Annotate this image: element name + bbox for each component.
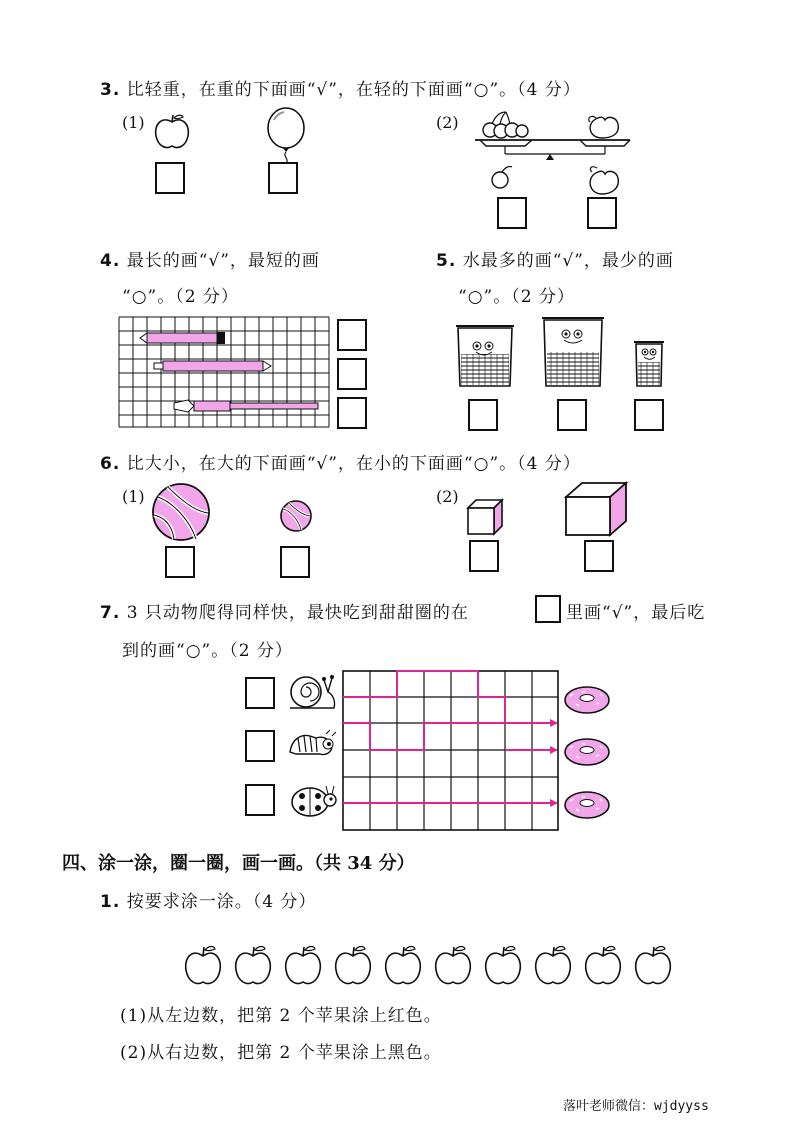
- brush-icon: [174, 400, 318, 412]
- q4-box-pencil[interactable]: [337, 319, 367, 351]
- footer-watermark: 落叶老师微信：wjdyyss: [563, 1099, 709, 1114]
- pen-icon: [154, 361, 271, 371]
- q6-box-cube-large[interactable]: [584, 540, 614, 572]
- apple-icon-9[interactable]: [583, 942, 623, 988]
- apple-icon-1[interactable]: [183, 942, 223, 988]
- section4-q1-title: 1. 按要求涂一涂。（4 分）: [100, 892, 317, 912]
- basketball-small-icon: [279, 499, 313, 533]
- cube-small-icon: [466, 498, 506, 536]
- section4-heading: 四、涂一涂，圈一圈，画一画。（共 34 分）: [62, 853, 415, 874]
- donut-icon-3: [562, 789, 612, 821]
- section4-instruction-2: (2)从右边数，把第 2 个苹果涂上黑色。: [120, 1043, 442, 1063]
- q3-answer-box-balloon[interactable]: [268, 162, 298, 194]
- peach-icon: [589, 116, 619, 138]
- apple-icon-2[interactable]: [233, 942, 273, 988]
- pencil-icon: [140, 332, 225, 344]
- apple-icon-8[interactable]: [533, 942, 573, 988]
- ladybug-icon: [288, 780, 338, 820]
- q4-grid: [118, 316, 330, 428]
- q3-title: 3. 比轻重，在重的下面画“√”，在轻的下面画“○”。（4 分）: [100, 80, 581, 100]
- caterpillar-icon: [286, 728, 340, 762]
- q3-sub1-label: (1): [122, 113, 145, 132]
- section4-instruction-1: (1)从左边数，把第 2 个苹果涂上红色。: [120, 1006, 442, 1026]
- apple-icon-5[interactable]: [383, 942, 423, 988]
- q7-title-line1: 7. 3 只动物爬得同样快，最快吃到甜甜圈的在: [100, 603, 469, 623]
- q7-inline-box: [535, 595, 561, 623]
- balance-scale-figure: [470, 110, 640, 198]
- apple-icon-10[interactable]: [633, 942, 673, 988]
- q3-answer-box-peach[interactable]: [587, 197, 617, 229]
- basketball-large-icon: [150, 481, 212, 543]
- q7-maze-grid: [342, 670, 560, 832]
- q6-box-ball-large[interactable]: [165, 546, 195, 578]
- balloon-icon: [264, 106, 308, 166]
- q5-title-line2: “○”。（2 分）: [458, 287, 575, 307]
- q4-title-line2: “○”。（2 分）: [122, 287, 239, 307]
- q6-box-ball-small[interactable]: [280, 546, 310, 578]
- q7-box-snail[interactable]: [245, 677, 275, 709]
- q5-box-cup-large[interactable]: [557, 399, 587, 431]
- q5-box-cup-medium[interactable]: [468, 399, 498, 431]
- q5-box-cup-small[interactable]: [634, 399, 664, 431]
- apple-icon-3[interactable]: [283, 942, 323, 988]
- q4-title-line1: 4. 最长的画“√”，最短的画: [100, 251, 320, 271]
- cherries-icon: [483, 112, 528, 138]
- q7-title-line2: 到的画“○”。（2 分）: [122, 641, 293, 661]
- q7-box-ladybug[interactable]: [245, 784, 275, 816]
- caterpillar-path: [343, 723, 552, 750]
- cherry-icon: [492, 167, 512, 188]
- snail-icon: [284, 670, 340, 716]
- q6-title: 6. 比大小，在大的下面画“√”，在小的下面画“○”。（4 分）: [100, 454, 581, 474]
- apple-icon-4[interactable]: [333, 942, 373, 988]
- donut-icon-1: [562, 684, 612, 716]
- q3-sub2-label: (2): [436, 113, 459, 132]
- q6-sub1-label: (1): [122, 487, 145, 506]
- cup-medium: [456, 326, 514, 386]
- q3-answer-box-apple[interactable]: [155, 162, 185, 194]
- q4-box-pen[interactable]: [337, 358, 367, 390]
- q3-answer-box-cherry[interactable]: [497, 197, 527, 229]
- apple-icon-6[interactable]: [433, 942, 473, 988]
- q7-box-caterpillar[interactable]: [245, 730, 275, 762]
- q5-cups-figure: [452, 316, 682, 390]
- peach-icon-small: [590, 167, 618, 194]
- apple-icon: [152, 112, 192, 152]
- q5-title-line1: 5. 水最多的画“√”，最少的画: [436, 251, 674, 271]
- apple-icon-7[interactable]: [483, 942, 523, 988]
- q6-box-cube-small[interactable]: [469, 540, 499, 572]
- q6-sub2-label: (2): [436, 487, 459, 506]
- q7-title-line1-end: 里画“√”，最后吃: [566, 603, 706, 623]
- q4-box-brush[interactable]: [337, 397, 367, 429]
- cup-small: [634, 342, 664, 386]
- cup-large: [542, 318, 604, 386]
- cube-large-icon: [564, 481, 630, 539]
- apple-row: [183, 942, 673, 990]
- donut-icon-2: [562, 736, 612, 768]
